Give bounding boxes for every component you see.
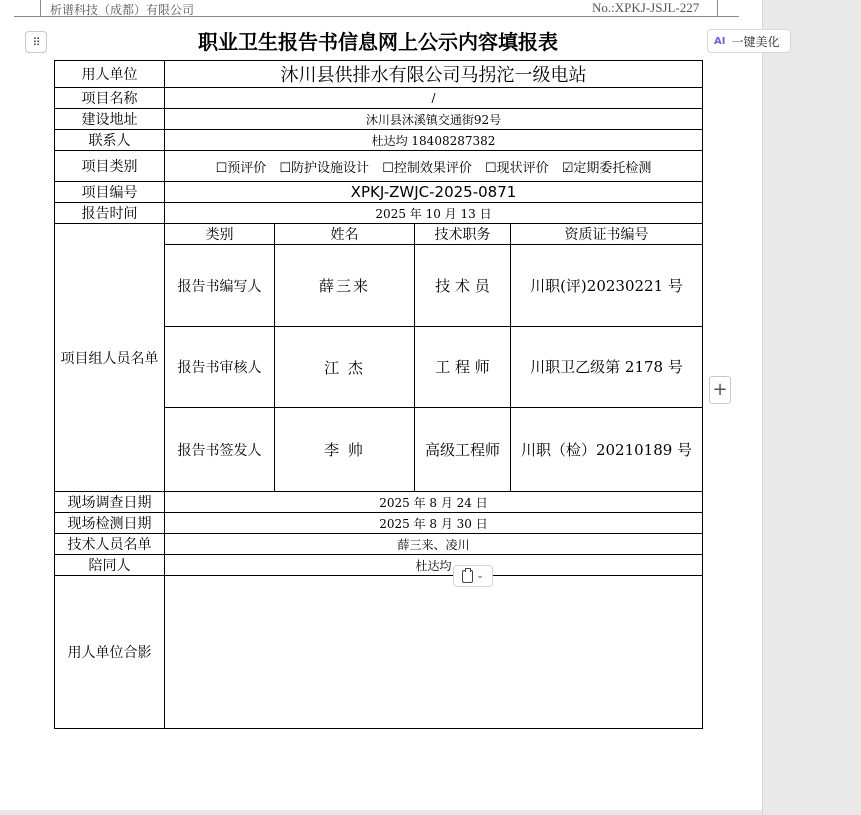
category-status-evaluation[interactable] [485,161,549,176]
add-row-button[interactable] [709,376,731,404]
survey-date-value[interactable]: 2025 年 8 月 24 日 [165,492,703,513]
header-tick-left [40,0,41,17]
checkbox-protection-design[interactable]: ☐ [279,160,292,176]
survey-date-label: 现场调查日期 [55,492,165,513]
right-gutter [762,0,861,815]
chevron-down-icon: ⌄ [476,571,484,581]
team-role: 报告书签发人 [165,408,275,492]
category-control-evaluation[interactable] [382,161,472,176]
tech-staff-value[interactable]: 薛三来、凌川 [165,534,703,555]
row-photo [55,576,703,729]
test-date-value[interactable]: 2025 年 8 月 30 日 [165,513,703,534]
team-role: 报告书编写人 [165,245,275,327]
clipboard-icon [462,570,473,583]
team-name[interactable]: 李 帅 [275,408,415,492]
category-periodic-testing[interactable] [562,161,652,176]
employer-label: 用人单位 [55,61,165,88]
row-tech-staff [55,534,703,555]
header-doc-number: No.:XPKJ-JSJL-227 [592,0,700,15]
address-label: 建设地址 [55,109,165,130]
report-time-value[interactable]: 2025 年 10 月 13 日 [165,203,703,224]
plus-icon: + [712,379,728,400]
category-label: 项目类别 [55,151,165,182]
team-header-name: 姓名 [275,224,415,245]
team-duty[interactable]: 高级工程师 [415,408,511,492]
bottom-strip [0,810,762,815]
team-header-category: 类别 [165,224,275,245]
team-role: 报告书审核人 [165,327,275,408]
report-time-label: 报告时间 [55,203,165,224]
companion-label: 陪同人 [55,555,165,576]
row-test-date [55,513,703,534]
ai-icon: AI [714,35,726,47]
header-tick-right [717,0,718,17]
team-name[interactable]: 薛三来 [275,245,415,327]
checkbox-pre-evaluation[interactable]: ☐ [215,160,228,176]
address-value[interactable]: 沐川县沐溪镇交通街92号 [165,109,703,130]
team-header-duty: 技术职务 [415,224,511,245]
project-name-label: 项目名称 [55,88,165,109]
row-address [55,109,703,130]
drag-handle-icon: ⠿ [32,35,40,49]
team-name[interactable]: 江 杰 [275,327,415,408]
checkbox-periodic-testing[interactable]: ☑ [561,160,574,176]
row-project-no [55,182,703,203]
page-title: 职业卫生报告书信息网上公示内容填报表 [198,30,558,54]
category-control-evaluation-label: 控制效果评价 [393,160,472,176]
row-category [55,151,703,182]
ai-beautify-button[interactable] [707,29,791,53]
row-companion [55,555,703,576]
category-options [165,151,703,182]
row-employer [55,61,703,88]
ai-beautify-label: 一键美化 [731,34,780,49]
checkbox-control-evaluation[interactable]: ☐ [382,160,394,176]
contact-label: 联系人 [55,130,165,151]
category-protection-design-label: 防护设施设计 [291,160,370,176]
project-no-value[interactable]: XPKJ-ZWJC-2025-0871 [165,182,703,203]
team-cert[interactable]: 川职(评)20230221 号 [511,245,703,327]
checkbox-status-evaluation[interactable]: ☐ [484,160,497,176]
row-report-time [55,203,703,224]
photo-label: 用人单位合影 [55,576,165,729]
category-periodic-testing-label: 定期委托检测 [573,160,652,176]
category-status-evaluation-label: 现状评价 [496,160,549,176]
row-team-header [55,224,703,245]
project-no-label: 项目编号 [55,182,165,203]
tech-staff-label: 技术人员名单 [55,534,165,555]
row-contact [55,130,703,151]
employer-value[interactable]: 沐川县供排水有限公司马拐沱一级电站 [165,61,703,88]
test-date-label: 现场检测日期 [55,513,165,534]
team-cert[interactable]: 川职（检）20210189 号 [511,408,703,492]
team-label: 项目组人员名单 [55,224,165,492]
project-name-value[interactable]: / [165,88,703,109]
category-pre-evaluation-label: 预评价 [227,160,267,176]
form-table [54,60,703,729]
companion-value[interactable]: 杜达均 [165,555,703,576]
team-cert[interactable]: 川职卫乙级第 2178 号 [511,327,703,408]
paste-options-button[interactable] [453,565,493,587]
header-company: 析谱科技（成都）有限公司 [50,3,195,17]
row-survey-date [55,492,703,513]
photo-area[interactable] [165,576,703,729]
contact-value[interactable]: 杜达均 18408287382 [165,130,703,151]
category-pre-evaluation[interactable] [216,161,267,176]
team-duty[interactable]: 技 术 员 [415,245,511,327]
category-protection-design[interactable] [279,161,369,176]
row-project-name [55,88,703,109]
team-header-cert: 资质证书编号 [511,224,703,245]
team-duty[interactable]: 工 程 师 [415,327,511,408]
